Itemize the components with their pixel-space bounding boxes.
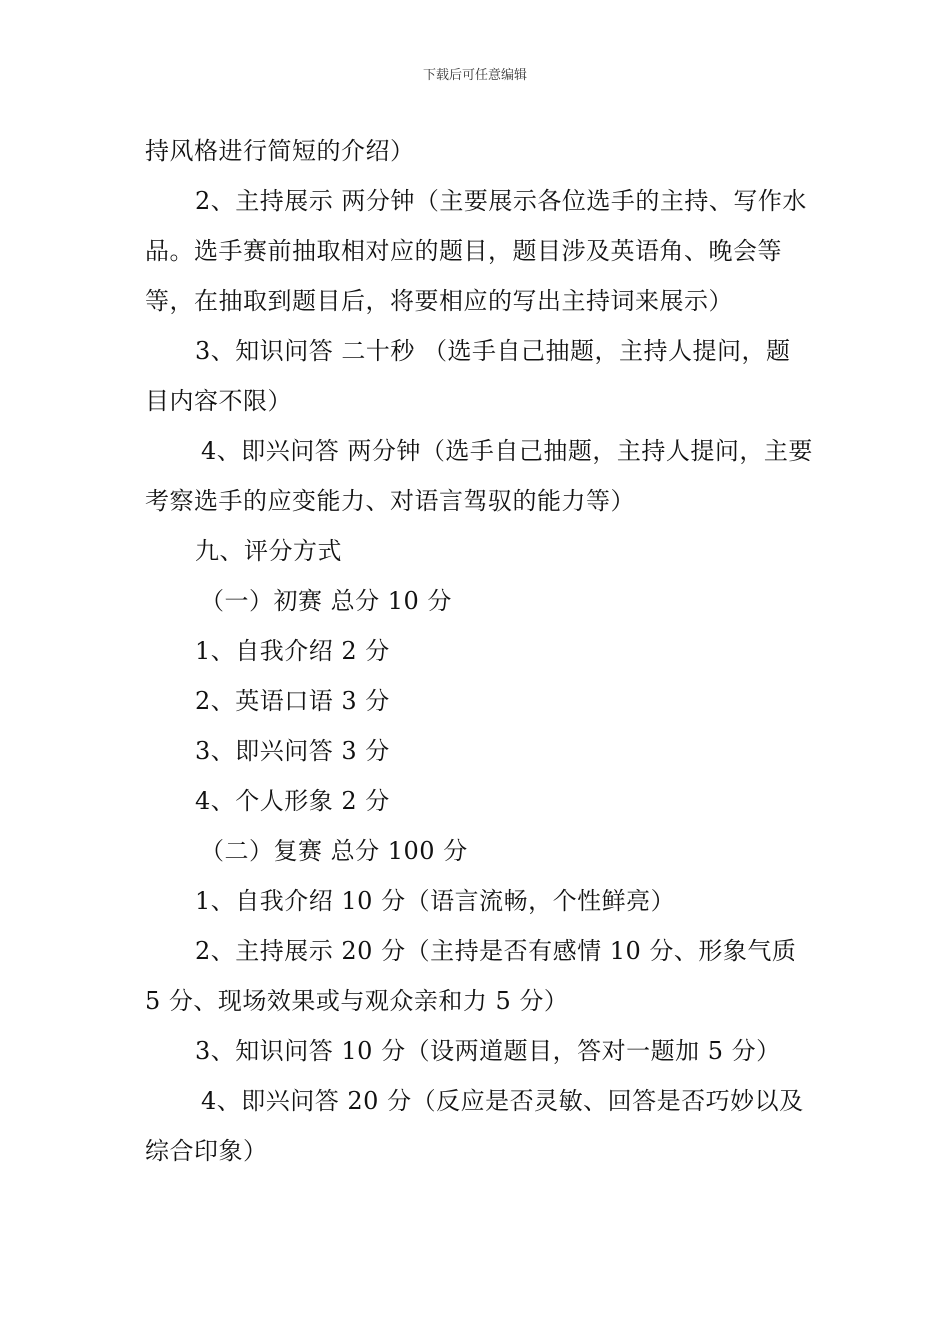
list-item-semi-self-intro: 1、自我介绍 10 分（语言流畅，个性鲜亮） [195,887,676,915]
paragraph-host-style-intro: 持风格进行简短的介绍） [145,137,415,165]
list-item-personal-image: 4、个人形象 2 分 [195,787,390,815]
list-item-impromptu: 3、即兴问答 3 分 [195,737,390,765]
list-item-semi-host-showcase: 2、主持展示 20 分（主持是否有感情 10 分、形象气质 5 分、现场效果或与观众亲和力 5 分） [145,937,797,1015]
subheading-preliminary: （一）初赛 总分 10 分 [200,587,452,615]
subheading-semifinal: （二）复赛 总分 100 分 [200,837,468,865]
list-item-semi-impromptu: 4、即兴问答 20 分（反应是否灵敏、回答是否巧妙以及综合印象） [145,1087,804,1165]
list-item-oral-english: 2、英语口语 3 分 [195,687,390,715]
list-item-self-intro: 1、自我介绍 2 分 [195,637,390,665]
paragraph-host-showcase: 2、主持展示 两分钟（主要展示各位选手的主持、写作水品。选手赛前抽取相对应的题目，题目涉及英语角、晚会等等，在抽取到题目后，将要相应的写出主持词来展示） [145,187,807,315]
list-item-semi-knowledge-qa: 3、知识问答 10 分（设两道题目，答对一题加 5 分） [195,1037,781,1065]
page-header: 下载后可任意编辑 [422,68,527,83]
paragraph-knowledge-qa: 3、知识问答 二十秒 （选手自己抽题，主持人提问，题目内容不限） [145,337,791,415]
section-heading-scoring: 九、评分方式 [195,537,342,565]
document-body [145,126,815,1176]
paragraph-impromptu-qa: 4、即兴问答 两分钟（选手自己抽题，主持人提问，主要考察选手的应变能力、对语言驾驭的能力等） [145,437,813,515]
